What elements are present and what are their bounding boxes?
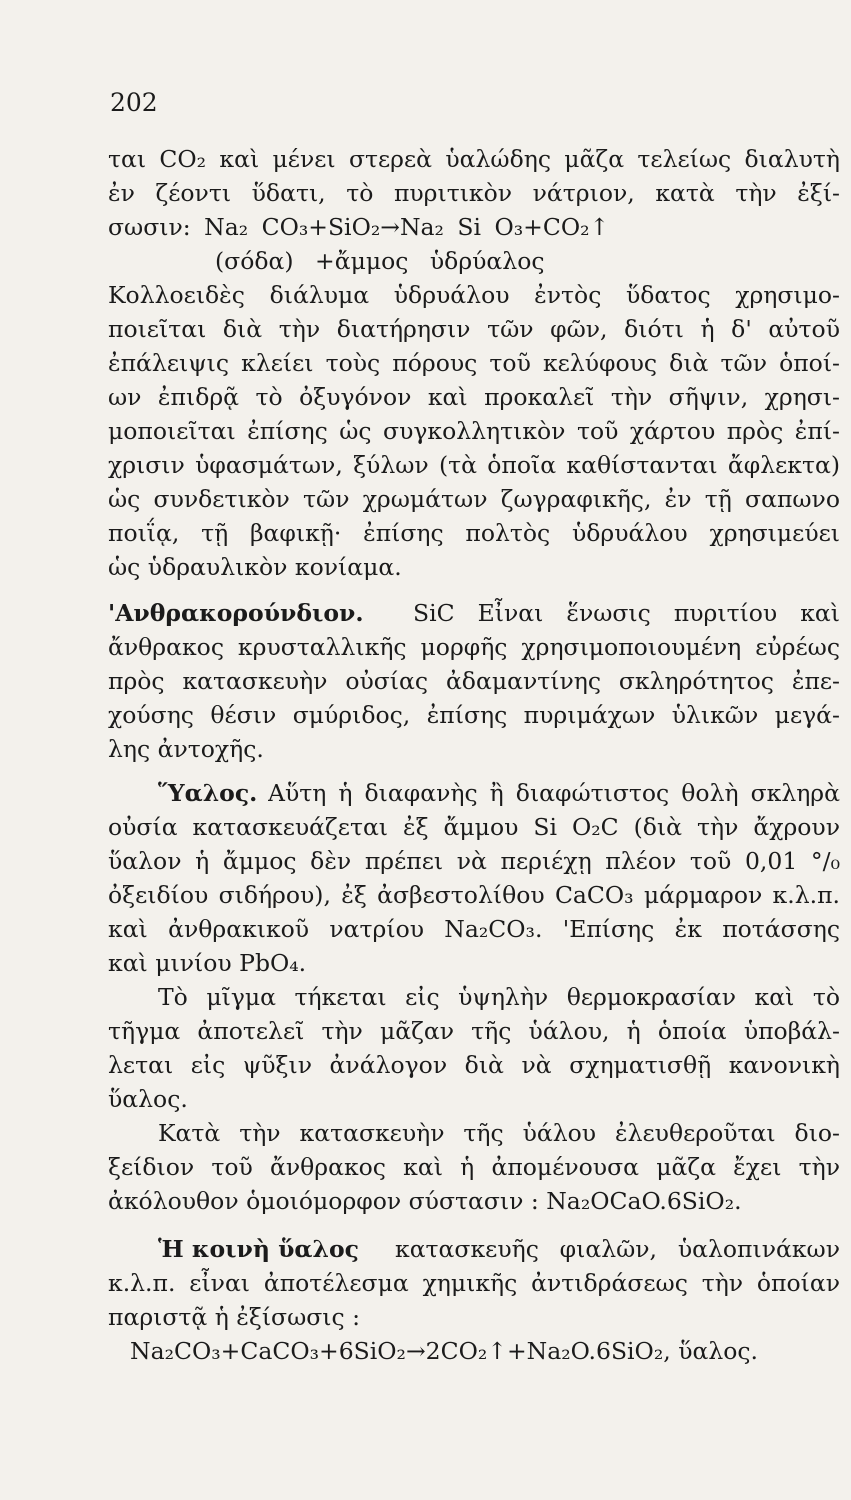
text-line: ἀκόλουθον ὁμοιόμορφον σύστασιν : Na₂OCaO.6SiO₂. — [108, 1187, 742, 1215]
text-line: ποιεῖται διὰ τὴν διατήρησιν τῶν φῶν, διότι ἡ δ' αὐτοῦ — [108, 315, 840, 343]
heading-text: 'Ανθρακορούνδιον. — [108, 599, 364, 627]
text-line: πρὸς κατασκευὴν οὐσίας ἀδαμαντίνης σκληρότητος ἐπε- — [108, 667, 840, 695]
text-line: Τὸ μῖγμα τήκεται εἰς ὑψηλὴν θερμοκρασίαν καὶ τὸ — [158, 983, 840, 1011]
text-line: Κατὰ τὴν κατασκευὴν τῆς ὑάλου ἐλευθεροῦται διο- — [158, 1119, 840, 1147]
text-line: ἐν ζέοντι ὕδατι, τὸ πυριτικὸν νάτριον, κατὰ τὴν ἐξί- — [108, 179, 840, 207]
text-line: ὀξειδίου σιδήρου), ἐξ ἀσβεστολίθου CaCO₃ μάρμαρον κ.λ.π. — [108, 881, 840, 909]
section-heading-glass — [158, 776, 278, 810]
text-line: ποιΐᾳ, τῇ βαφικῇ· ἐπίσης πολτὸς ὑδρυάλου χρησιμεύει — [108, 519, 840, 547]
text-line: καὶ μινίου PbO₄. — [108, 949, 307, 977]
text-line: ἐπάλειψις κλείει τοὺς πόρους τοῦ κελύφους διὰ τῶν ὁποί- — [108, 349, 840, 377]
text-line: μοποιεῖται ἐπίσης ὡς συγκολλητικὸν τοῦ χάρτου πρὸς ἐπί- — [108, 417, 840, 445]
text-line: ται CO₂ καὶ μένει στερεὰ ὑαλώδης μᾶζα τελείως διαλυτὴ — [108, 145, 840, 173]
text-line: χρισιν ὑφασμάτων, ξύλων (τὰ ὁποῖα καθίστανται ἄφλεκτα) — [108, 451, 840, 479]
text-line: παριστᾷ ἡ ἐξίσωσις : — [108, 1303, 361, 1331]
text-line: ὕαλον ἡ ἄμμος δὲν πρέπει νὰ περιέχῃ πλέον τοῦ 0,01 °/₀ — [108, 847, 840, 875]
text-line: κ.λ.π. εἶναι ἀποτέλεσμα χημικῆς ἀντιδράσεως τὴν ὁποίαν — [108, 1269, 840, 1297]
page-number: 202 — [110, 88, 158, 117]
text-line: ὡς συνδετικὸν τῶν χρωμάτων ζωγραφικῆς, ἐν τῇ σαπωνο — [108, 485, 840, 513]
equation-line: σωσιν: Na₂ CO₃+SiO₂→Na₂ Si O₃+CO₂↑ — [108, 213, 610, 241]
text-line: χούσης θέσιν σμύριδος, ἐπίσης πυριμάχων ὑλικῶν μεγά- — [108, 701, 840, 729]
text-line: κατασκευῆς φιαλῶν, ὑαλοπινάκων — [395, 1235, 840, 1263]
text-line: οὐσία κατασκευάζεται ἐξ ἄμμου Si O₂C (διὰ τὴν ἄχρουν — [108, 813, 840, 841]
heading-text: Ὕαλος. — [158, 779, 258, 807]
text-line: Αὕτη ἡ διαφανὴς ἢ διαφώτιστος θολὴ σκληρὰ — [268, 779, 840, 807]
section-heading-carborundum — [108, 596, 408, 630]
text-line: καὶ ἀνθρακικοῦ νατρίου Na₂CO₃. 'Επίσης ἐκ ποτάσσης — [108, 915, 840, 943]
text-line: Κολλοειδὲς διάλυμα ὑδρυάλου ἐντὸς ὕδατος χρησιμο- — [108, 281, 840, 309]
text-line: τῆγμα ἀποτελεῖ τὴν μᾶζαν τῆς ὑάλου, ἡ ὁποία ὑποβάλ- — [108, 1017, 840, 1045]
text-line: ὕαλος. — [108, 1085, 188, 1113]
text-line: ἄνθρακος κρυσταλλικῆς μορφῆς χρησιμοποιουμένη εὐρέως — [108, 633, 840, 661]
text-line: λεται εἰς ψῦξιν ἀνάλογον διὰ νὰ σχηματισθῇ κανονικὴ — [108, 1051, 840, 1079]
text-line: ξείδιον τοῦ ἄνθρακος καὶ ἡ ἀπομένουσα μᾶζα ἔχει τὴν — [108, 1153, 840, 1181]
heading-text: Ἡ κοινὴ ὕαλος — [158, 1235, 359, 1263]
text-line: λης ἀντοχῆς. — [108, 735, 264, 763]
text-line: ων ἐπιδρᾷ τὸ ὀξυγόνον καὶ προκαλεῖ τὴν σῆψιν, χρησι- — [108, 383, 840, 411]
text-line: ὡς ὑδραυλικὸν κονίαμα. — [108, 553, 402, 581]
equation-line: Na₂CO₃+CaCO₃+6SiO₂→2CO₂↑+Na₂O.6SiO₂, ὕαλος. — [130, 1337, 759, 1365]
text-line: SiC Εἶναι ἕνωσις πυριτίου καὶ — [413, 599, 840, 627]
section-heading-common-glass — [158, 1232, 408, 1266]
equation-caption: (σόδα) +ἄμμος ὑδρύαλος — [215, 247, 545, 275]
